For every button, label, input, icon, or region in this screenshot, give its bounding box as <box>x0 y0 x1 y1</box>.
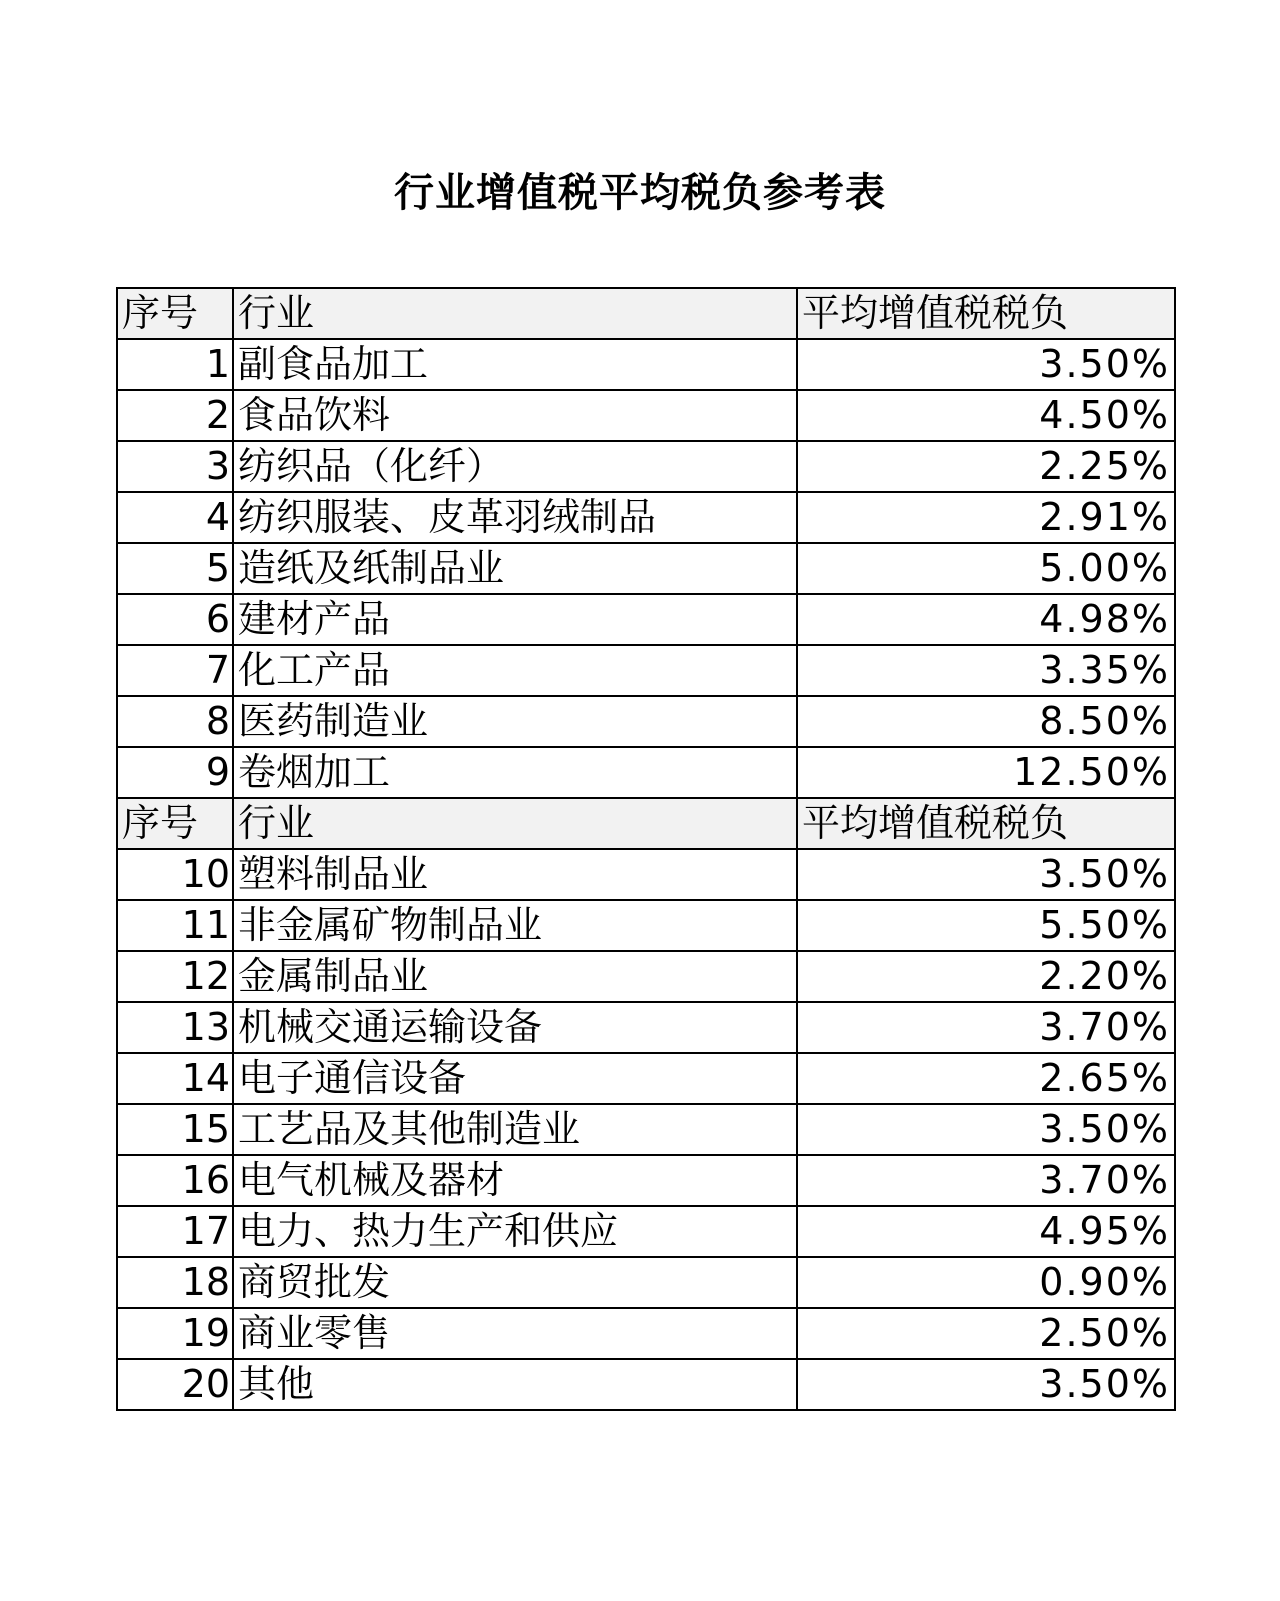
table-header-row <box>117 288 1175 339</box>
header-industry-cell: 行业 <box>233 288 797 339</box>
table-row <box>117 645 1175 696</box>
table-row <box>117 441 1175 492</box>
table-body <box>117 288 1175 1410</box>
rate-cell: 0.90% <box>797 1257 1175 1308</box>
index-cell: 20 <box>117 1359 233 1410</box>
index-cell: 7 <box>117 645 233 696</box>
rate-cell: 5.50% <box>797 900 1175 951</box>
rate-cell: 3.50% <box>797 1104 1175 1155</box>
index-cell: 2 <box>117 390 233 441</box>
document-title: 行业增值税平均税负参考表 <box>394 170 886 216</box>
index-cell: 3 <box>117 441 233 492</box>
header-industry-cell: 行业 <box>233 798 797 849</box>
index-cell: 9 <box>117 747 233 798</box>
industry-cell: 商业零售 <box>233 1308 797 1359</box>
rate-cell: 3.50% <box>797 849 1175 900</box>
rate-cell: 4.98% <box>797 594 1175 645</box>
table-row <box>117 339 1175 390</box>
rate-cell: 2.91% <box>797 492 1175 543</box>
rate-cell: 2.65% <box>797 1053 1175 1104</box>
index-cell: 15 <box>117 1104 233 1155</box>
industry-cell: 金属制品业 <box>233 951 797 1002</box>
index-cell: 17 <box>117 1206 233 1257</box>
table-row <box>117 1359 1175 1410</box>
index-cell: 8 <box>117 696 233 747</box>
industry-cell: 电力、热力生产和供应 <box>233 1206 797 1257</box>
index-cell: 6 <box>117 594 233 645</box>
header-index-cell: 序号 <box>117 288 233 339</box>
industry-cell: 建材产品 <box>233 594 797 645</box>
table-row <box>117 492 1175 543</box>
table-row <box>117 1104 1175 1155</box>
table-row <box>117 1308 1175 1359</box>
industry-cell: 造纸及纸制品业 <box>233 543 797 594</box>
index-cell: 5 <box>117 543 233 594</box>
industry-cell: 化工产品 <box>233 645 797 696</box>
table-row <box>117 1206 1175 1257</box>
table-row <box>117 849 1175 900</box>
industry-cell: 其他 <box>233 1359 797 1410</box>
table-row <box>117 390 1175 441</box>
index-cell: 16 <box>117 1155 233 1206</box>
industry-cell: 电子通信设备 <box>233 1053 797 1104</box>
industry-cell: 卷烟加工 <box>233 747 797 798</box>
table-row <box>117 1155 1175 1206</box>
table-row <box>117 696 1175 747</box>
rate-cell: 2.50% <box>797 1308 1175 1359</box>
industry-cell: 电气机械及器材 <box>233 1155 797 1206</box>
rate-cell: 5.00% <box>797 543 1175 594</box>
industry-cell: 非金属矿物制品业 <box>233 900 797 951</box>
table-row <box>117 594 1175 645</box>
industry-cell: 食品饮料 <box>233 390 797 441</box>
table-row <box>117 1053 1175 1104</box>
rate-cell: 2.20% <box>797 951 1175 1002</box>
rate-cell: 3.50% <box>797 1359 1175 1410</box>
table-header-row <box>117 798 1175 849</box>
industry-cell: 医药制造业 <box>233 696 797 747</box>
industry-cell: 工艺品及其他制造业 <box>233 1104 797 1155</box>
index-cell: 19 <box>117 1308 233 1359</box>
rate-cell: 3.35% <box>797 645 1175 696</box>
industry-cell: 副食品加工 <box>233 339 797 390</box>
rate-cell: 12.50% <box>797 747 1175 798</box>
rate-cell: 8.50% <box>797 696 1175 747</box>
table-row <box>117 900 1175 951</box>
table-row <box>117 543 1175 594</box>
industry-cell: 塑料制品业 <box>233 849 797 900</box>
header-rate-cell: 平均增值税税负 <box>797 288 1175 339</box>
index-cell: 1 <box>117 339 233 390</box>
index-cell: 13 <box>117 1002 233 1053</box>
index-cell: 14 <box>117 1053 233 1104</box>
industry-cell: 纺织品（化纤） <box>233 441 797 492</box>
rate-cell: 3.70% <box>797 1002 1175 1053</box>
rate-cell: 3.50% <box>797 339 1175 390</box>
tax-burden-table <box>116 287 1176 1411</box>
industry-cell: 纺织服装、皮革羽绒制品 <box>233 492 797 543</box>
index-cell: 18 <box>117 1257 233 1308</box>
index-cell: 11 <box>117 900 233 951</box>
rate-cell: 2.25% <box>797 441 1175 492</box>
industry-cell: 商贸批发 <box>233 1257 797 1308</box>
index-cell: 12 <box>117 951 233 1002</box>
header-index-cell: 序号 <box>117 798 233 849</box>
table-row <box>117 1257 1175 1308</box>
index-cell: 4 <box>117 492 233 543</box>
index-cell: 10 <box>117 849 233 900</box>
industry-cell: 机械交通运输设备 <box>233 1002 797 1053</box>
table-row <box>117 951 1175 1002</box>
header-rate-cell: 平均增值税税负 <box>797 798 1175 849</box>
table-row <box>117 747 1175 798</box>
rate-cell: 4.50% <box>797 390 1175 441</box>
rate-cell: 3.70% <box>797 1155 1175 1206</box>
table-row <box>117 1002 1175 1053</box>
rate-cell: 4.95% <box>797 1206 1175 1257</box>
